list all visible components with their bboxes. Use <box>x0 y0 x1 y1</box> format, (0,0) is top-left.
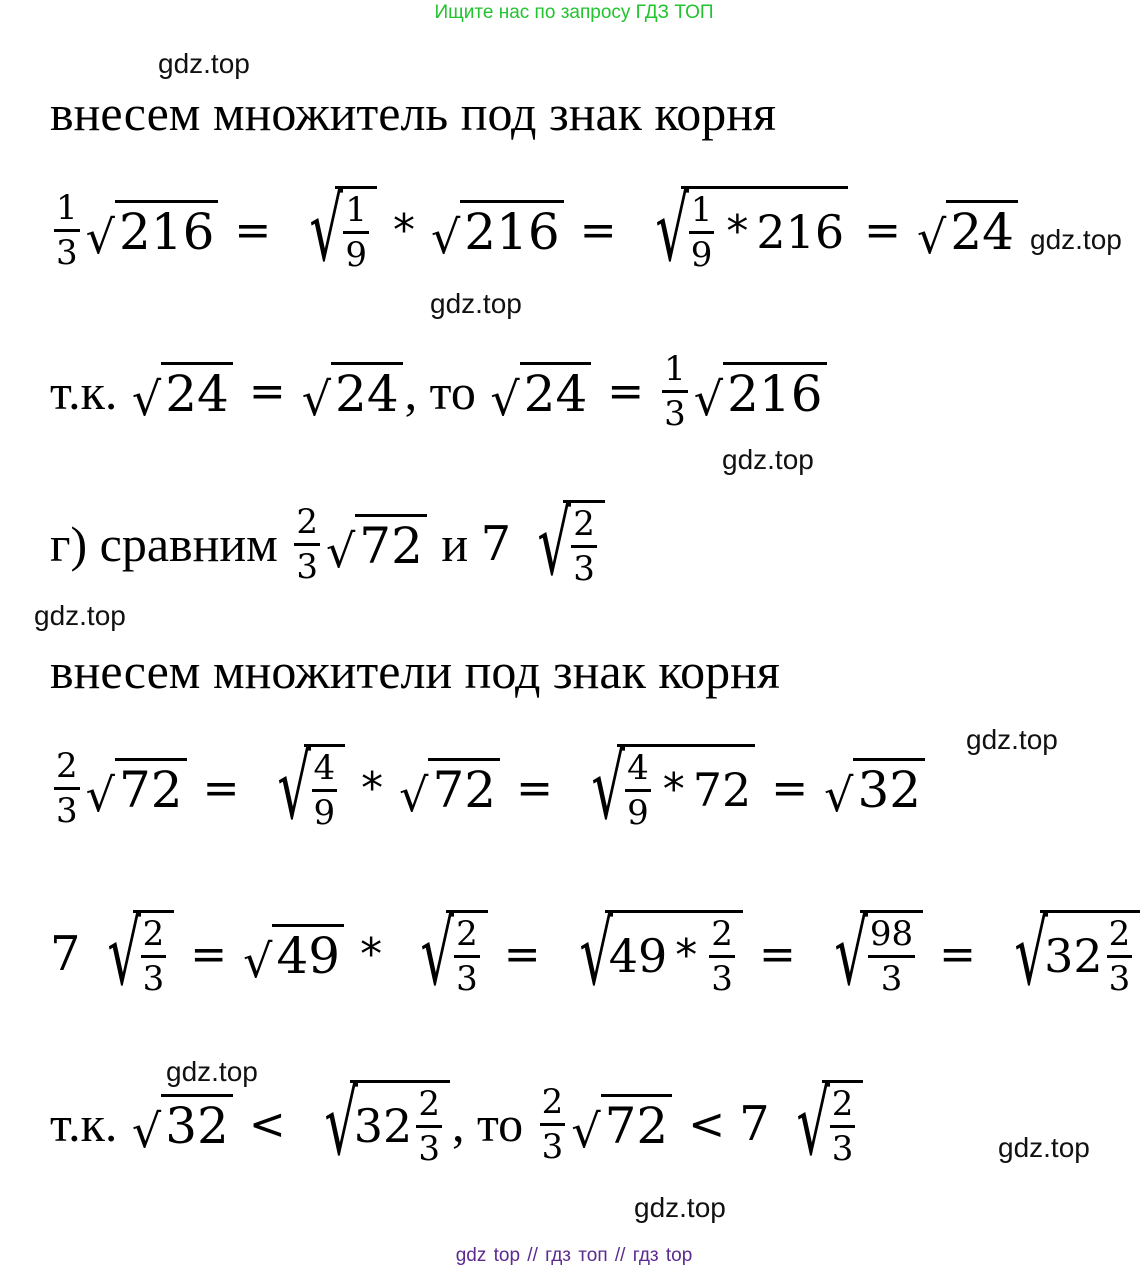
equation-3: $\frac{2}{3}$ √ 72 = √ $\frac{4}{9}$ * √ 72 = √ $\frac{4}{9}$ * 72 = √ 32 <box>50 744 927 832</box>
equation-1: $\frac{1}{3}$ √ 216 = √ $\frac{1}{9}$ * √ 216 = √ $\frac{1}{9}$ * 216 = √ 24 <box>50 186 1020 274</box>
watermark: gdz.top <box>1030 224 1122 255</box>
heading-bring-factor: внесем множитель под знак корня <box>50 85 776 141</box>
watermark: gdz.top <box>634 1192 726 1223</box>
sqrt: √ 216 <box>431 200 564 260</box>
heading-bring-factors: внесем множители под знак корня <box>50 643 780 699</box>
watermark: gdz.top <box>430 288 522 319</box>
top-banner: Ищите нас по запросу ГДЗ ТОП <box>434 2 714 23</box>
watermark: gdz.top <box>722 444 814 475</box>
equation-2: т.к. √ 24 = √ 24 , то √ 24 = $\frac{1}{3}$ √ 216 <box>50 352 829 431</box>
watermark: gdz.top <box>998 1132 1090 1163</box>
watermark: gdz.top <box>34 600 126 631</box>
watermark: gdz.top <box>158 48 250 79</box>
equation-5-conclusion: т.к. √ 32 < √ 32 $\frac{2}{3}$ , то $\frac{2}{3}$ √ 72 < 7 √ $\frac{2}{3}$ <box>50 1080 865 1168</box>
bottom-banner: gdz top // гдз топ // гдз top <box>455 1245 693 1266</box>
fraction: $\frac{1}{3}$ <box>56 187 78 273</box>
part-g-compare: г) сравним $\frac{2}{3}$ √ 72 и 7 √ $\frac{2}{3}$ <box>50 500 607 588</box>
watermark: gdz.top <box>966 724 1058 755</box>
sqrt: √ 216 <box>86 200 219 260</box>
watermark: gdz.top <box>166 1056 258 1087</box>
sqrt: √ $\frac{1}{9}$ <box>287 186 377 274</box>
equation-4: 7 √ $\frac{2}{3}$ = √ 49 * √ $\frac{2}{3}$ = √ 49 * $\frac{2}{3}$ = √ $\frac{98}{3}$ = √ 32 $\frac{2}{3}$ <box>50 910 1142 998</box>
sqrt: √ $\frac{1}{9}$ * 216 <box>633 186 849 274</box>
sqrt: √ 24 <box>917 200 1018 260</box>
